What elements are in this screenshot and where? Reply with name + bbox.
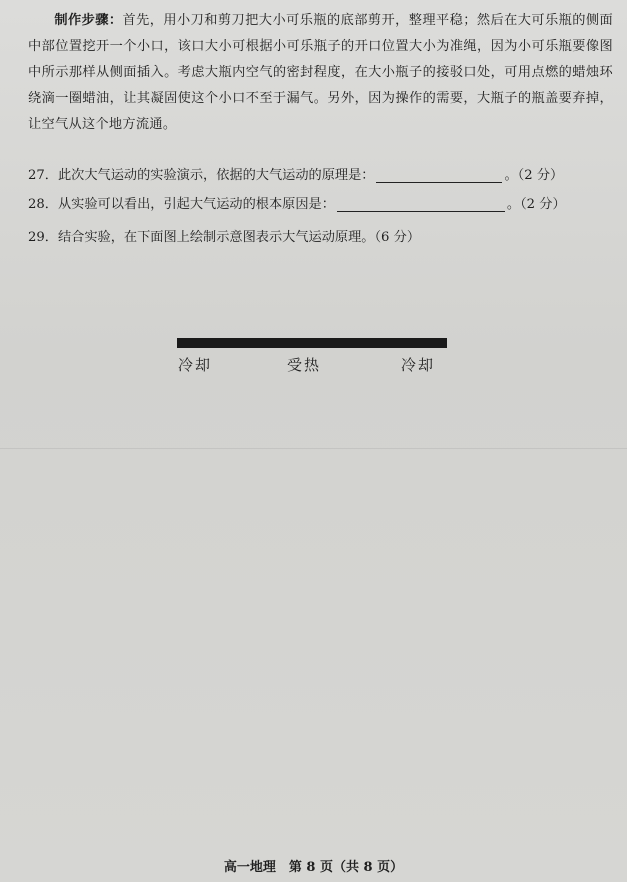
label-cooling-left: 冷却 [178, 356, 213, 374]
question-score: 。（2 分） [506, 197, 566, 212]
ground-surface-bar [177, 338, 447, 348]
answer-blank[interactable] [376, 169, 502, 183]
label-cooling-right: 冷却 [401, 356, 436, 374]
instructions-paragraph [28, 8, 613, 138]
answer-blank[interactable] [337, 198, 505, 212]
question-score: 。（2 分） [504, 168, 564, 183]
question-29 [28, 226, 613, 245]
question-number: 29． [28, 230, 58, 245]
page-footer: 高一地理 第 8 页（共 8 页） [223, 860, 404, 875]
question-27 [28, 164, 613, 183]
question-number: 28． [28, 197, 58, 212]
question-28 [28, 193, 613, 212]
question-text: 从实验可以看出，引起大气运动的根本原因是： [57, 197, 335, 212]
steps-heading: 制作步骤： [54, 13, 123, 28]
question-number: 27． [28, 168, 58, 183]
question-text: 此次大气运动的实验演示，依据的大气运动的原理是： [57, 168, 375, 183]
steps-body: 首先，用小刀和剪刀把大小可乐瓶的底部剪开，整理平稳；然后在大可乐瓶的侧面中部位置挖开一个小口，该口大小可根据小可乐瓶子的开口位置大小为准绳，因为小可乐瓶要像图中所示那样从侧面插入。考虑大瓶内空气的密封程度，在大小瓶子的接驳口处，可用点燃的蜡烛环绕滴一圈蜡油，让其凝固使这个小口不至于漏气。另外，因为操作的需要，大瓶子的瓶盖要弃掉，让空气从这个地方流通。 [28, 13, 613, 132]
question-text: 结合实验，在下面图上绘制示意图表示大气运动原理。（6 分） [57, 230, 421, 245]
paper-fold-line [0, 448, 627, 449]
label-heating-center: 受热 [287, 356, 322, 374]
